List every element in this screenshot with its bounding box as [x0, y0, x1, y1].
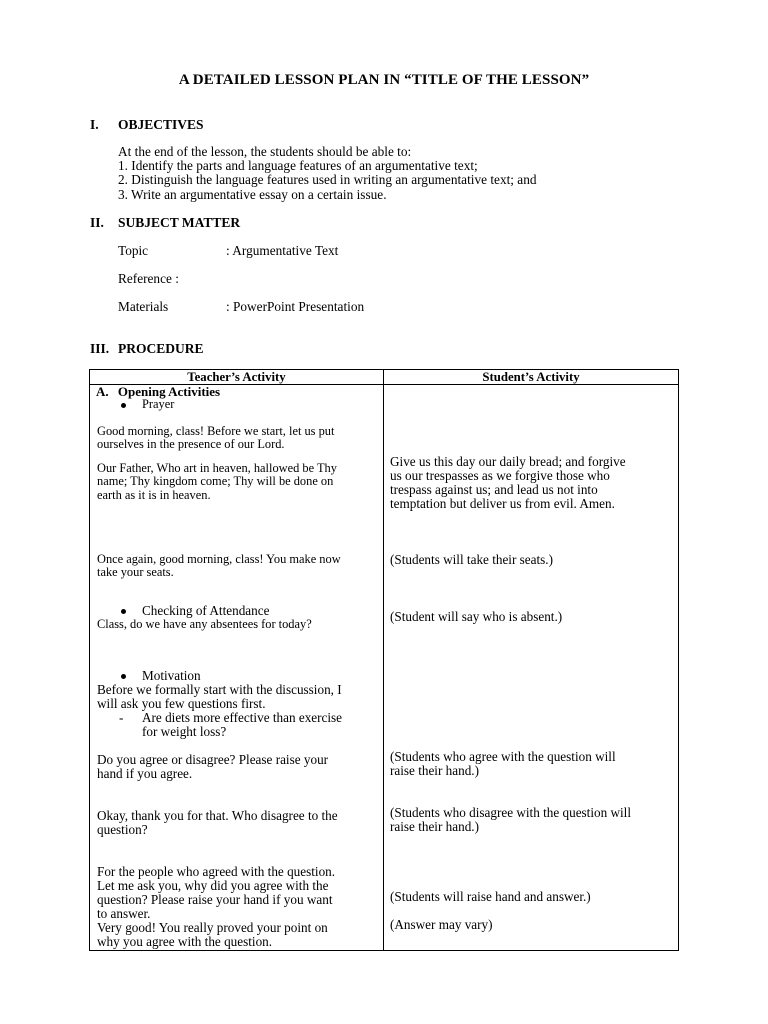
reference-label: Reference :	[118, 271, 179, 286]
objectives-title: OBJECTIVES	[118, 117, 204, 132]
text-line: Before we formally start with the discussion, I	[97, 682, 342, 697]
raise-hand-response: (Students will raise hand and answer.)	[390, 889, 591, 904]
lords-prayer-teacher	[97, 462, 337, 502]
student-activity-header: Student’s Activity	[384, 370, 679, 385]
motivation-label: Motivation	[142, 668, 201, 683]
text-line: ourselves in the presence of our Lord.	[97, 437, 285, 452]
agree-prompt	[97, 753, 328, 781]
procedure-title: PROCEDURE	[118, 341, 204, 356]
attendance-question: Class, do we have any absentees for today?	[97, 617, 312, 631]
text-line: Let me ask you, why did you agree with the	[97, 878, 329, 893]
topic-value: : Argumentative Text	[226, 243, 339, 258]
lords-prayer-student	[390, 455, 626, 511]
motivation-text	[97, 683, 342, 711]
subject-matter-title: SUBJECT MATTER	[118, 215, 241, 230]
text-line: Give us this day our daily bread; and forgive	[390, 454, 626, 469]
disagree-response	[390, 806, 631, 834]
motivation-question	[142, 711, 342, 739]
section-title: Opening Activities	[117, 384, 221, 399]
text-line: Good morning, class! Before we start, let us put	[97, 424, 335, 438]
table-row	[90, 385, 679, 951]
take-seats-response: (Students will take their seats.)	[390, 552, 553, 567]
table-header-row	[90, 370, 679, 385]
agree-response	[390, 750, 616, 778]
procedure-number: III.	[90, 341, 110, 356]
subject-matter-number: II.	[90, 215, 104, 230]
text-line: for weight loss?	[142, 724, 227, 739]
dash-icon: -	[119, 710, 124, 725]
text-line: hand if you agree.	[97, 766, 193, 781]
section-letter: A.	[96, 384, 109, 399]
why-agree-prompt	[97, 865, 335, 949]
prayer-label: Prayer	[142, 397, 175, 411]
text-line: Okay, thank you for that. Who disagree to the	[97, 808, 338, 823]
materials-label: Materials	[118, 299, 169, 314]
procedure-table	[89, 369, 679, 951]
text-line: Once again, good morning, class! You make now	[97, 552, 341, 566]
disagree-prompt	[97, 809, 338, 837]
objective-item: 2. Distinguish the language features used in writing an argumentative text; and	[118, 172, 537, 188]
materials-value: : PowerPoint Presentation	[226, 299, 365, 314]
text-line: name; Thy kingdom come; Thy will be done on	[97, 474, 334, 489]
attendance-label: Checking of Attendance	[142, 603, 270, 618]
bullet-icon	[121, 403, 126, 408]
topic-label: Topic	[118, 243, 149, 258]
text-line: (Students who disagree with the question will	[390, 805, 632, 820]
teacher-activity-cell	[90, 385, 384, 951]
text-line: (Students who agree with the question will	[390, 749, 616, 764]
text-line: why you agree with the question.	[97, 934, 273, 949]
text-line: Very good! You really proved your point on	[97, 920, 328, 935]
objectives-number: I.	[90, 117, 99, 132]
objective-item: 3. Write an argumentative essay on a certain issue.	[118, 186, 387, 202]
text-line: us our trespasses as we forgive those who	[390, 468, 610, 483]
objectives-body	[118, 145, 678, 202]
text-line: temptation but deliver us from evil. Amen.	[390, 496, 615, 511]
text-line: Are diets more effective than exercise	[142, 710, 343, 725]
text-line: take your seats.	[97, 565, 174, 580]
greeting-text	[97, 425, 334, 452]
text-line: trespass against us; and lead us not into	[390, 482, 598, 497]
document-title: A DETAILED LESSON PLAN IN “TITLE OF THE LESSON”	[178, 72, 590, 88]
teacher-activity-header: Teacher’s Activity	[90, 370, 384, 385]
text-line: For the people who agreed with the question.	[97, 864, 336, 879]
text-line: to answer.	[97, 906, 151, 921]
text-line: earth as it is in heaven.	[97, 487, 211, 502]
student-activity-cell	[384, 385, 679, 951]
text-line: question? Please raise your hand if you want	[97, 892, 333, 907]
text-line: Do you agree or disagree? Please raise your	[97, 752, 329, 767]
take-seats-text	[97, 553, 341, 580]
text-line: will ask you few questions first.	[97, 696, 266, 711]
text-line: raise their hand.)	[390, 763, 479, 778]
absent-response: (Student will say who is absent.)	[390, 609, 563, 624]
answer-vary-response: (Answer may vary)	[390, 917, 493, 932]
text-line: Our Father, Who art in heaven, hallowed be Thy	[97, 461, 337, 475]
text-line: raise their hand.)	[390, 819, 479, 834]
objectives-intro: At the end of the lesson, the students should be able to:	[118, 144, 412, 159]
bullet-icon	[121, 609, 126, 614]
objective-item: 1. Identify the parts and language features of an argumentative text;	[118, 158, 478, 174]
text-line: question?	[97, 822, 148, 837]
bullet-icon	[121, 674, 126, 679]
